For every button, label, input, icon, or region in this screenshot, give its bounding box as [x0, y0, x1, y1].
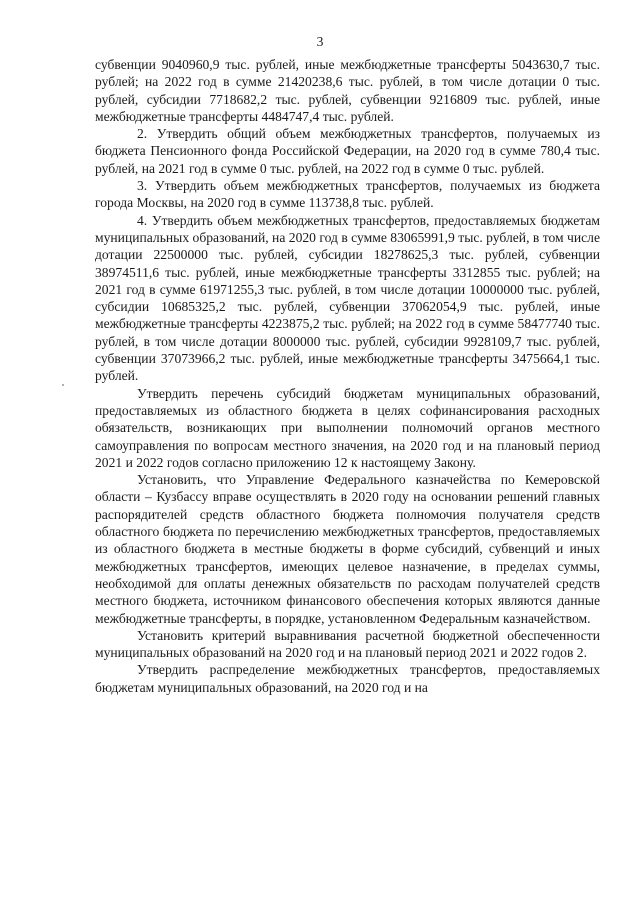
paragraph-item-4: 4. Утвердить объем межбюджетных трансфертов, предоставляемых бюджетам муниципальных образований, на 2020 год в сумме 83065991,9 тыс. рублей, в том числе дотации 22500000 тыс. рублей, субсидии 18278625,3 тыс. рублей, субвенции 38974511,6 тыс. рублей, иные межбюджетные трансферты 3312855 тыс. рублей; на 2021 год в сумме 61971255,3 тыс. рублей, в том числе дотации 10000000 тыс. рублей, субсидии 10685325,2 тыс. рублей, субвенции 37062054,9 тыс. рублей, иные межбюджетные трансферты 4223875,2 тыс. рублей; на 2022 год в сумме 58477740 тыс. рублей, в том числе дотации 8000000 тыс. рублей, субсидии 9928109,7 тыс. рублей, субвенции 37073966,2 тыс. рублей, иные межбюджетные трансферты 3475664,1 тыс. рублей. [95, 212, 600, 384]
paragraph-item-3: 3. Утвердить объем межбюджетных трансфертов, получаемых из бюджета города Москвы, на 2020 год в сумме 113738,8 тыс. рублей. [95, 178, 600, 211]
paragraph-distribution: Утвердить распределение межбюджетных трансфертов, предоставляемых бюджетам муниципальных образований, на 2020 год и на [95, 662, 600, 695]
scan-speck [62, 384, 64, 386]
paragraph-equalization-criterion: Установить критерий выравнивания расчетной бюджетной обеспеченности муниципальных образований на 2020 год и на плановый период 2021 и 2022 годов 2. [95, 627, 600, 661]
page-number: 3 [316, 34, 324, 49]
paragraph-item-2: 2. Утвердить общий объем межбюджетных трансфертов, получаемых из бюджета Пенсионного фонда Российской Федерации, на 2020 год в сумме 780,4 тыс. рублей, на 2021 год в сумме 0 тыс. рублей, на 2022 год в сумме 0 тыс. рублей. [95, 126, 600, 176]
paragraph-treasury-authority: Установить, что Управление Федерального казначейства по Кемеровской области – Кузбассу вправе осуществлять в 2020 году на основании решений главных распорядителей средств областного бюджета полномочия получателя средств областного бюджета по перечислению межбюджетных трансфертов, предоставляемых из областного бюджета в местные бюджеты в форме субсидий, субвенций и иных межбюджетных трансфертов, имеющих целевое назначение, в пределах суммы, необходимой для оплаты денежных обязательств по расходам получателей средств местного бюджета, источником финансового обеспечения которых являются данные межбюджетные трансферты, в порядке, установленном Федеральным казначейством. [95, 472, 600, 626]
paragraph-subsidy-list: Утвердить перечень субсидий бюджетам муниципальных образований, предоставляемых из областного бюджета в целях софинансирования расходных обязательств, возникающих при выполнении полномочий органов местного самоуправления по вопросам местного значения, на 2020 год и на плановый период 2021 и 2022 годов согласно приложению 12 к настоящему Закону. [95, 385, 600, 470]
document-body [95, 56, 600, 696]
paragraph-continuation: субвенции 9040960,9 тыс. рублей, иные межбюджетные трансферты 5043630,7 тыс. рублей; на 2022 год в сумме 21420238,6 тыс. рублей, в том числе дотации 0 тыс. рублей, субсидии 7718682,2 тыс. рублей, субвенции 9216809 тыс. рублей, иные межбюджетные трансферты 4484747,4 тыс. рублей. [95, 57, 600, 124]
